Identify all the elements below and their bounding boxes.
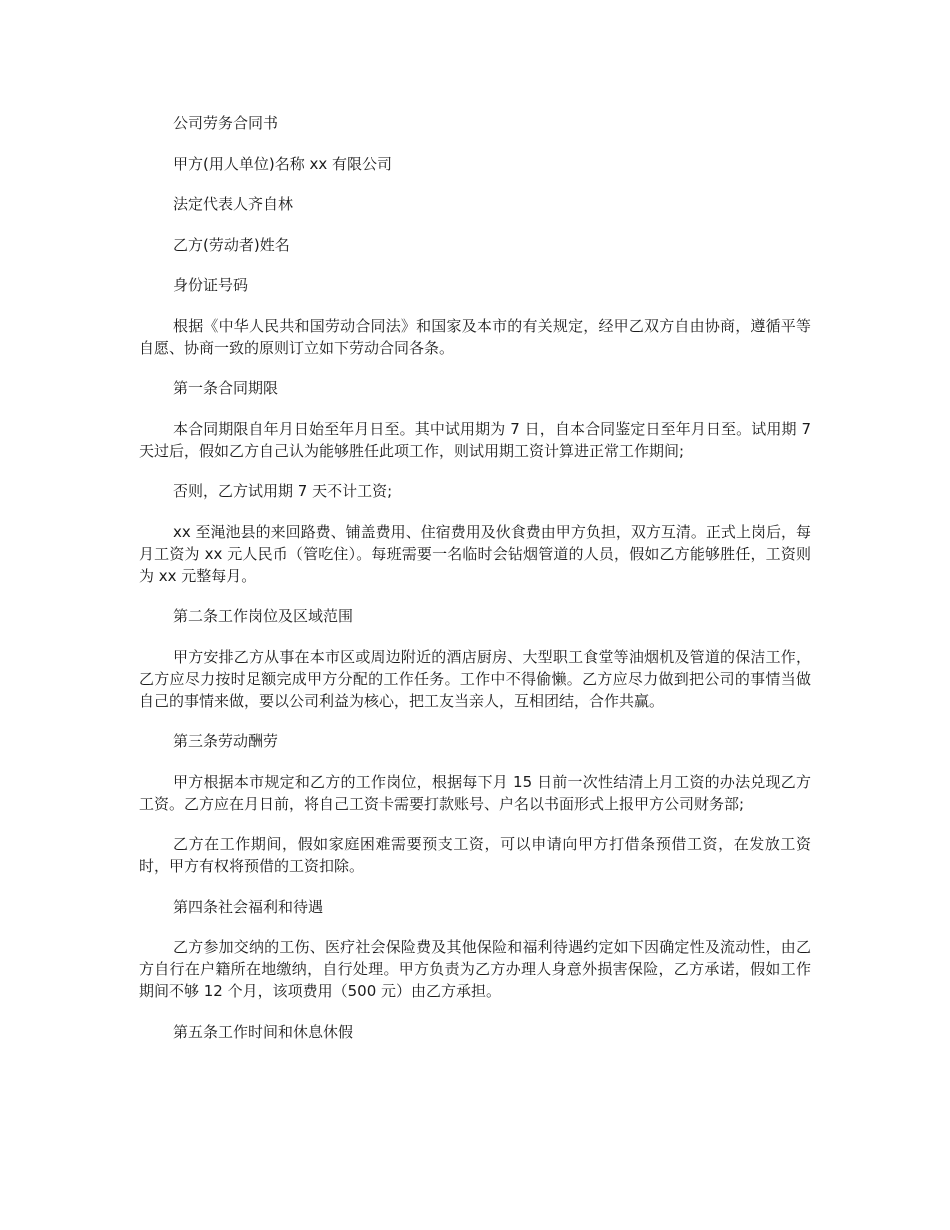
article-2-heading: 第二条工作岗位及区域范围 [173, 607, 354, 625]
article-4-paragraph-1: 乙方参加交纳的工伤、医疗社会保险费及其他保险和福利待遇约定如下因确定性及流动性，由乙方自行在户籍所在地缴纳，自行处理。甲方负责为乙方办理人身意外损害保险，乙方承诺，假如工作期间不够 12 个月，该项费用（500 元）由乙方承担。 [139, 938, 811, 1000]
article-3-paragraph-1: 甲方根据本市规定和乙方的工作岗位，根据每下月 15 日前一次性结清上月工资的办法兑现乙方工资。乙方应在月日前，将自己工资卡需要打款账号、户名以书面形式上报甲方公司财务部; [139, 772, 811, 813]
article-4-heading: 第四条社会福利和待遇 [173, 897, 324, 916]
party-b-name: 乙方(劳动者)姓名 [173, 235, 290, 254]
legal-representative: 法定代表人齐自林 [173, 195, 294, 213]
id-number-label: 身份证号码 [173, 276, 249, 294]
article-1-paragraph-3: xx 至渑池县的来回路费、铺盖费用、住宿费用及伙食费由甲方负担，双方互清。正式上岗后，每月工资为 xx 元人民币（管吃住）。每班需要一名临时会钻烟管道的人员，假如乙方能够胜任，工资则为 xx 元整每月。 [139, 522, 811, 585]
party-a-name: 甲方(用人单位)名称 xx 有限公司 [173, 154, 392, 173]
article-5-heading: 第五条工作时间和休息休假 [173, 1022, 354, 1041]
preamble-paragraph: 根据《中华人民共和国劳动合同法》和国家及本市的有关规定，经甲乙双方自由协商，遵循平等自愿、协商一致的原则订立如下劳动合同各条。 [139, 316, 811, 357]
article-1-paragraph-2: 否则，乙方试用期 7 天不计工资; [173, 482, 393, 500]
document-title: 公司劳务合同书 [173, 114, 279, 132]
article-2-paragraph-1: 甲方安排乙方从事在本市区或周边附近的酒店厨房、大型职工食堂等油烟机及管道的保洁工作，乙方应尽力按时足额完成甲方分配的工作任务。工作中不得偷懒。乙方应尽力做到把公司的事情当做自己的事情来做，要以公司利益为核心，把工友当亲人，互相团结，合作共赢。 [139, 647, 811, 710]
article-1-heading: 第一条合同期限 [173, 379, 279, 397]
article-3-heading: 第三条劳动酬劳 [173, 732, 279, 750]
article-1-paragraph-1: 本合同期限自年月日始至年月日至。其中试用期为 7 日，自本合同鉴定日至年月日至。试用期 7 天过后，假如乙方自己认为能够胜任此项工作，则试用期工资计算进正常工作期间; [139, 419, 811, 460]
article-3-paragraph-2: 乙方在工作期间，假如家庭困难需要预支工资，可以申请向甲方打借条预借工资，在发放工资时，甲方有权将预借的工资扣除。 [139, 835, 811, 875]
contract-document [139, 112, 811, 1061]
